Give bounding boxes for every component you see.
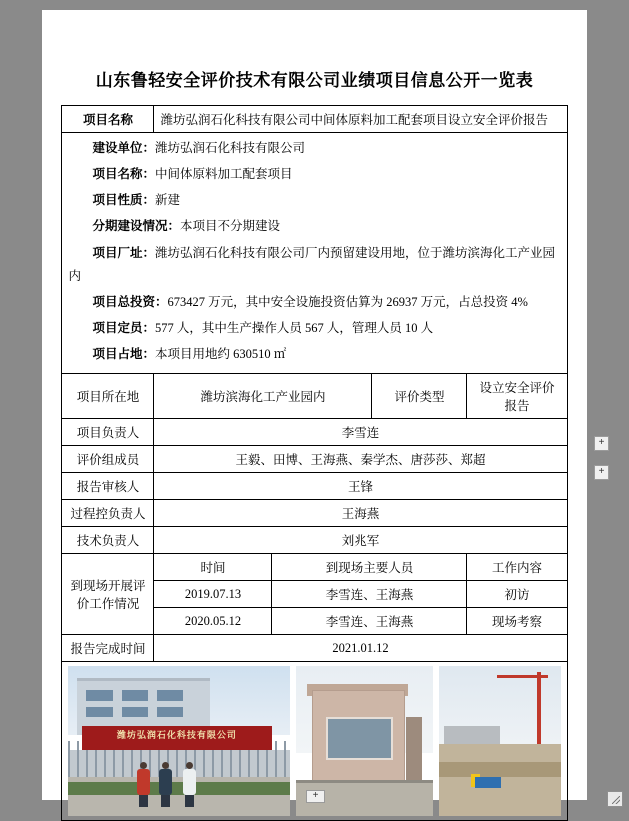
project-info-table xyxy=(61,105,567,821)
site-visit-people: 李雪连、王海燕 xyxy=(272,581,467,608)
project-name-label: 项目名称 xyxy=(62,106,154,133)
report-date-value: 2021.01.12 xyxy=(154,635,567,662)
construction-site-photo xyxy=(439,666,561,816)
project-details-block xyxy=(62,133,567,374)
site-visit-col-people: 到现场主要人员 xyxy=(272,554,467,581)
document-page xyxy=(42,10,587,800)
detail-item: 分期建设情况：本项目不分期建设 xyxy=(92,219,281,234)
detail-item: 项目名称：中间体原料加工配套项目 xyxy=(92,167,293,182)
location-label: 项目所在地 xyxy=(62,374,154,419)
table-row-location xyxy=(62,374,567,419)
table-row-report-date xyxy=(62,635,567,662)
site-visit-work: 现场考察 xyxy=(467,608,567,635)
team-members-value: 王毅、田博、王海燕、秦学杰、唐莎莎、郑超 xyxy=(154,446,567,473)
project-name-value: 潍坊弘润石化科技有限公司中间体原料加工配套项目设立安全评价报告 xyxy=(154,106,567,133)
site-visit-people: 李雪连、王海燕 xyxy=(272,608,467,635)
detail-item: 建设单位：潍坊弘润石化科技有限公司 xyxy=(92,141,306,155)
report-reviewer-value: 王锋 xyxy=(154,473,567,500)
project-leader-label: 项目负责人 xyxy=(62,419,154,446)
process-controller-value: 王海燕 xyxy=(154,500,567,527)
detail-item: 项目性质：新建 xyxy=(92,193,181,208)
site-visit-work: 初访 xyxy=(467,581,567,608)
gate-sign-text: 潍坊弘润石化科技有限公司 xyxy=(116,730,237,741)
site-visit-col-time: 时间 xyxy=(154,554,272,581)
report-date-label: 报告完成时间 xyxy=(62,635,154,662)
table-row-team-members xyxy=(62,446,567,473)
table-row-process-controller xyxy=(62,500,567,527)
project-leader-value: 李雪连 xyxy=(154,419,567,446)
detail-item: 项目总投资：673427 万元，其中安全设施投资估算为 26937 万元，占总投资 4% xyxy=(92,294,528,309)
site-visit-label: 到现场开展评价工作情况 xyxy=(62,554,154,635)
evaluation-type-label: 评价类型 xyxy=(372,374,467,419)
detail-item: 项目定员：577 人，其中生产操作人员 567 人，管理人员 10 人 xyxy=(92,320,434,335)
table-row-report-reviewer xyxy=(62,473,567,500)
detail-item: 项目占地：本项目用地约 630510 ㎡ xyxy=(92,347,287,361)
company-gate-photo xyxy=(68,666,289,816)
window-resize-handle[interactable] xyxy=(607,791,623,807)
evaluation-type-value: 设立安全评价报告 xyxy=(467,374,567,419)
report-reviewer-label: 报告审核人 xyxy=(62,473,154,500)
add-row-bottom-button[interactable]: + xyxy=(306,790,325,803)
detail-item: 项目厂址：潍坊弘润石化科技有限公司厂内预留建设用地，位于潍坊滨海化工产业园内 xyxy=(68,245,556,283)
team-members-label: 评价组成员 xyxy=(62,446,154,473)
site-visit-time: 2019.07.13 xyxy=(154,581,272,608)
site-visit-time: 2020.05.12 xyxy=(154,608,272,635)
table-row-details xyxy=(62,133,567,374)
site-visit-col-work: 工作内容 xyxy=(467,554,567,581)
location-value: 潍坊滨海化工产业园内 xyxy=(154,374,372,419)
process-controller-label: 过程控负责人 xyxy=(62,500,154,527)
table-row-technical-leader xyxy=(62,527,567,554)
technical-leader-label: 技术负责人 xyxy=(62,527,154,554)
table-row-site-visit-header xyxy=(62,554,567,581)
technical-leader-value: 刘兆军 xyxy=(154,527,567,554)
expand-right-upper-button[interactable]: + xyxy=(594,436,609,451)
expand-right-lower-button[interactable]: + xyxy=(594,465,609,480)
table-row-project-name xyxy=(62,106,567,133)
page-title: 山东鲁轻安全评价技术有限公司业绩项目信息公开一览表 xyxy=(95,71,534,90)
table-row-project-leader xyxy=(62,419,567,446)
